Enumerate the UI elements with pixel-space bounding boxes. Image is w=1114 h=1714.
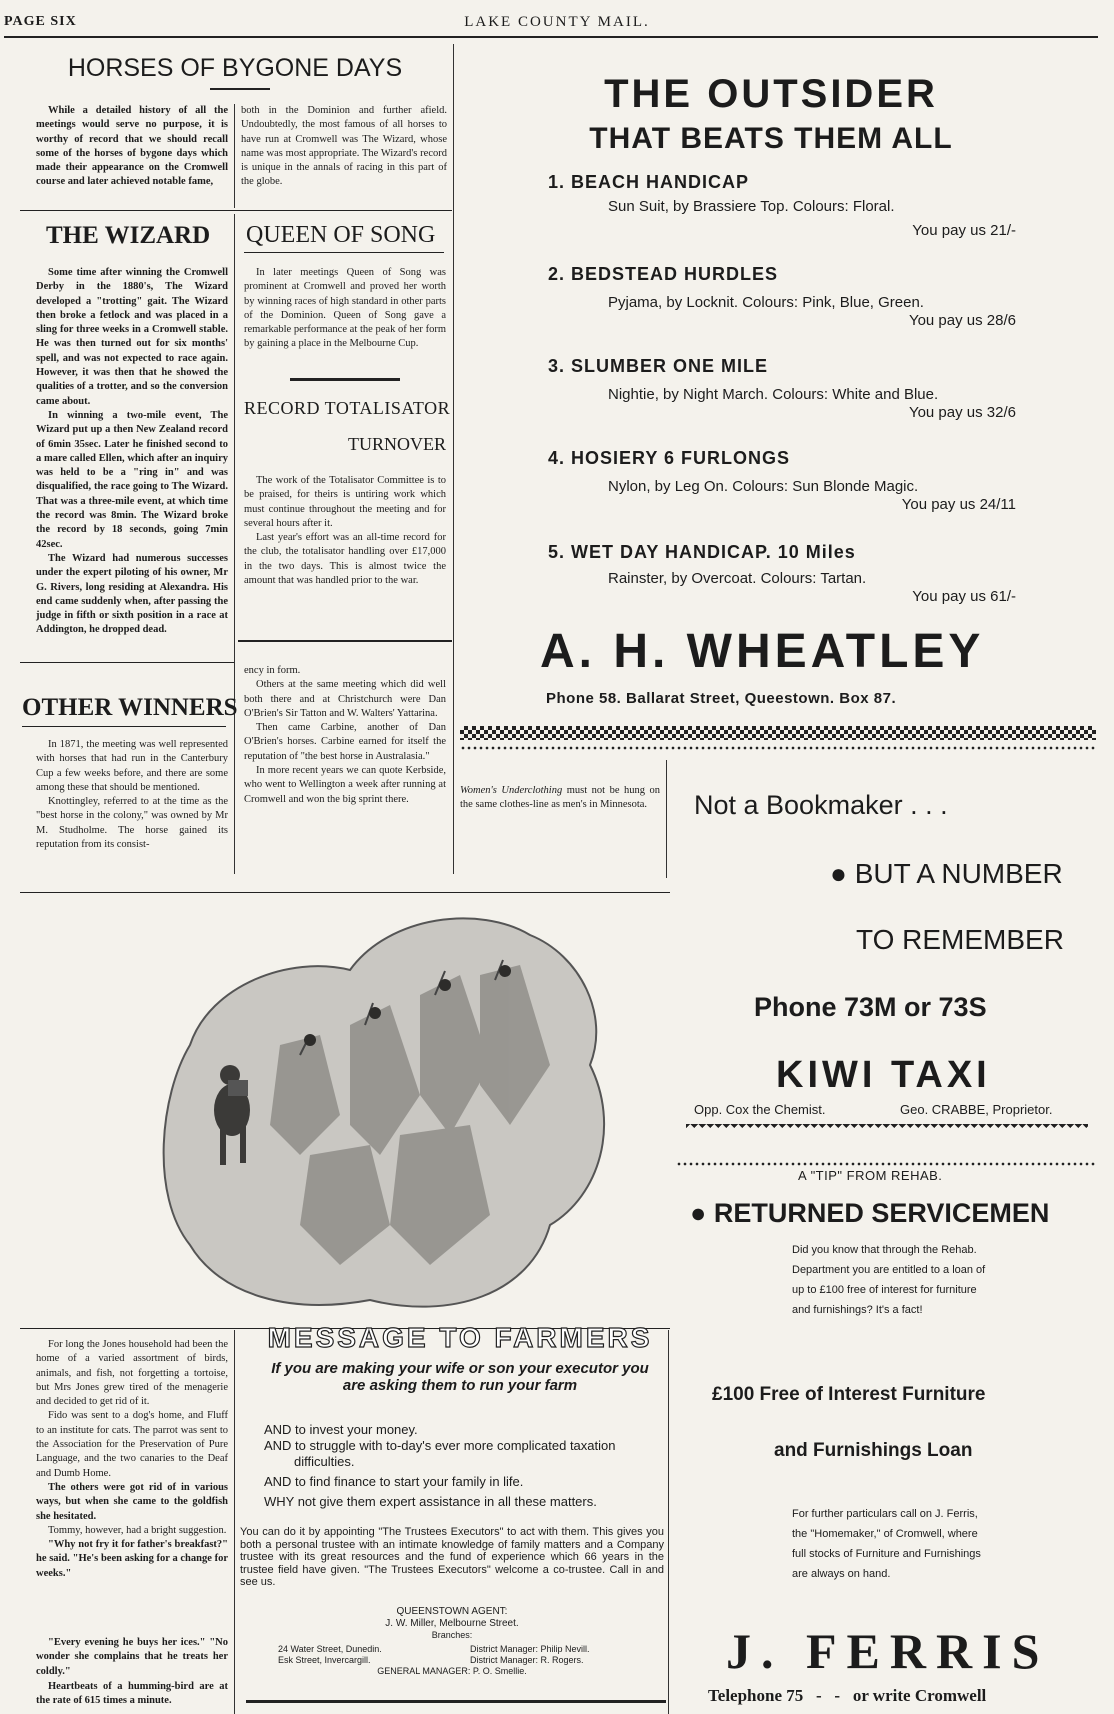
race-5-pay: You pay us 61/- [912,588,1016,605]
queen-body: In later meetings Queen of Song was prominent at Cromwell and proved her worth by winning races of high standard in other parts of the Dominion. Queen of Song gave a remarkable performance at the peak of her form by gaining a place in the Melbourne Cup. [244,267,446,350]
horses-col1: While a detailed history of all the meetings would serve no purpose, it is worthy of record that we should recall some of the horses of bygone days which made their appearance on the Cromwell course and later achieved notable fame, [36,105,228,188]
ferris-footer: Telephone 75 - - or write Cromwell [708,1686,987,1705]
taxi-footer-left: Opp. Cox the Chemist. [694,1102,826,1117]
queen-title-rule [244,252,444,253]
farmers-branch-1: 24 Water Street, Dunedin. [278,1644,382,1654]
ferris-line-2: and Furnishings Loan [774,1440,973,1461]
farmers-bottom-rule [246,1700,666,1703]
masthead-rule [4,36,1098,38]
farmers-agent-label: QUEENSTOWN AGENT: [396,1606,508,1617]
farmers-gm: GENERAL MANAGER: P. O. Smellie. [377,1666,527,1676]
jones-fact: Heartbeats of a humming-bird are at the rate of 615 times a minute. [36,1681,228,1707]
outsider-title: THE OUTSIDER [604,72,938,116]
taxi-border-zigzag [686,1124,1088,1132]
taxi-line-3: TO REMEMBER [856,924,1064,955]
race-2-title: 2. BEDSTEAD HURDLES [548,264,779,284]
others-body: In 1871, the meeting was well represented with horses that had run in the Canterbury Cup a few weeks before, and there are some among these that should be mentioned. Knottingley, referred to at the time as the "best horse in the colony," was owned by Mr M. Studholme. The horse gained its reputation from its consist- [36,739,228,851]
ferris-para-2: For further particulars call on J. Ferris, the "Homemaker," of Cromwell, where full stocks of Furniture and Furnishings are always on hand. [792,1508,981,1580]
wheatley-contact: Phone 58. Ballarat Street, Queestown. Box 87. [546,690,897,707]
farmers-body: You can do it by appointing "The Trustees Executors" to act with them. This gives you both a personal trustee with an intimate knowledge of family matters and a Company trustee with its great resources and the fund of experience which 66 years in the trustee field have given. "The Trustees Executors" welcome a co-trustee. Call in and see us. [240,1526,664,1588]
totalisator-title-1: RECORD TOTALISATOR [244,398,451,418]
taxi-phone: Phone 73M or 73S [754,992,987,1022]
totalisator-bottom-rule [238,640,452,642]
race-5-desc: Rainster, by Overcoat. Colours: Tartan. [608,570,867,587]
jones-body: For long the Jones household had been the home of a varied assortment of birds, animals, and fish, not forgetting a tortoise, but Mrs Jones grew tired of the menagerie and decided to get rid of it. Fido was sent to a dog's home, and Fluff to an institute for cats. The parrot was sent to the Association for the Preservation of Pure Language, and the two canaries to the Deaf and Dumb Home. The others were got rid of in various ways, but when she came to the goldfish she hesitated. Tommy, however, had a bright suggestion. "Why not fry it for father's breakfast?" he said. "He's been asking for a change for weeks." [36,1339,228,1579]
ferris-line-1: £100 Free of Interest Furniture [712,1384,986,1405]
race-5-title: 5. WET DAY HANDICAP. 10 Miles [548,542,856,562]
bullet-icon: ● [690,1198,707,1228]
outsider-subtitle: THAT BEATS THEM ALL [589,122,953,155]
race-4-desc: Nylon, by Leg On. Colours: Sun Blonde Magic. [608,478,919,495]
outsider-border-checker [460,726,1096,740]
farmers-branches: Branches: [431,1630,473,1640]
race-1-pay: You pay us 21/- [912,222,1016,239]
bullet-icon: ● [830,858,847,889]
underclothing-note: Women's Underclothing must not be hung on the same clothes-line as men's in Minnesota. [460,785,661,811]
farmers-dm-2: District Manager: R. Rogers. [470,1655,584,1665]
totalisator-body: The work of the Totalisator Committee is to be praised, for theirs is untiring work which must continue throughout the meeting and for several hours after it. Last year's effort was an all-time record for the club, the totalisator handling over £17,000 in the two days. This is almost twice the amount that was handled prior to the war. [244,475,446,587]
paper-name: LAKE COUNTY MAIL. [464,14,650,30]
farmers-subtitle: If you are making your wife or son your executor you are asking them to run your farm [271,1360,649,1394]
taxi-border-dots [676,1162,1096,1166]
wheatley-name: A. H. WHEATLEY [540,625,985,678]
left-section-right-border [453,44,454,874]
taxi-line-2: ● BUT A NUMBER [830,858,1063,889]
race-2-pay: You pay us 28/6 [908,312,1016,329]
ferris-headline: ● RETURNED SERVICEMEN [690,1198,1050,1228]
queen-title: QUEEN OF SONG [246,222,436,248]
ferris-name: J. FERRIS [726,1623,1050,1679]
ferris-tip: A "TIP" FROM REHAB. [798,1168,943,1183]
wizard-col-divider [234,214,235,874]
outsider-border-dots [460,746,1096,750]
jones-joke: "Every evening he buys her ices." "No wonder she complains that he treats her coldly." [36,1637,228,1677]
horses-col2: both in the Dominion and further afield. Undoubtedly, the most famous of all horses to have run at Cromwell was The Wizard, whose name was most appropriate. The Wizard's record is unique in the annals of racing in this part of the globe. [241,105,447,188]
taxi-name: KIWI TAXI [776,1054,991,1096]
racehorse-illustration [150,895,620,1325]
horses-title: HORSES OF BYGONE DAYS [67,54,403,82]
horses-title-rule [210,88,270,90]
horses-bottom-rule [20,210,452,211]
taxi-footer-right: Geo. CRABBE, Proprietor. [900,1102,1053,1117]
race-3-pay: You pay us 32/6 [908,404,1016,421]
farmers-title: MESSAGE TO FARMERS [267,1322,653,1353]
farmers-left-border [234,1330,235,1714]
others-continued: ency in form. Others at the same meeting which did well both there and at Christchurch were Dan O'Brien's Sir Tatton and W. Walters' Yattarina. Then came Carbine, another of Dan O'Brien's horses. Carbine earned for itself the reputation of "the best horse in Australasia." In more recent years we can quote Kerbside, who went to Wellington a week after running at Cromwell and won the big sprint there. [244,665,446,805]
race-3-desc: Nightie, by Night March. Colours: White and Blue. [608,386,939,403]
farmers-agent: J. W. Miller, Melbourne Street. [385,1618,519,1629]
race-1-title: 1. BEACH HANDICAP [548,172,750,192]
taxi-line-1: Not a Bookmaker . . . [694,790,948,820]
wizard-bottom-rule [20,662,234,663]
race-4-pay: You pay us 24/11 [901,496,1016,513]
totalisator-title-2: TURNOVER [348,434,446,454]
illustration-top-rule [20,892,670,893]
farmers-dm-1: District Manager: Philip Nevill. [470,1644,590,1654]
horses-col-divider [234,104,235,208]
ferris-para-1: Did you know that through the Rehab. Department you are entitled to a loan of up to £100 free of interest for furniture and furnishings? It's a fact! [792,1244,986,1316]
race-3-title: 3. SLUMBER ONE MILE [548,356,769,376]
queen-bottom-rule [290,378,400,381]
others-title-rule [22,726,226,727]
race-1-desc: Sun Suit, by Brassiere Top. Colours: Floral. [608,198,895,215]
page-label: PAGE SIX [4,14,77,29]
wizard-body: Some time after winning the Cromwell Derby in the 1880's, The Wizard developed a "trotting" gait. The Wizard then broke a fetlock and was placed in a sling for three weeks in a Cromwell stable. He was then turned out for six months' spell, and was not expected to race again. However, it was then that he showed the qualities of a trotter, and so the conversion came about. In winning a two-mile event, The Wizard put up a then New Zealand record of 6min 35sec. Later he finished second to a mare called Ellen, which after an inquiry was held to be a "ring in" and was disqualified, the race going to The Wizard. That was a three-mile event, at which time the record was 8min. The Wizard broke the record by 18 seconds, going 7min 42sec. The Wizard had numerous successes under the expert piloting of his owner, Mr G. Rivers, long residing at Alexandra. His end came suddenly when, after passing the judge in fifth or sixth position in a race at Addington, he dropped dead. [36,267,228,636]
race-2-desc: Pyjama, by Locknit. Colours: Pink, Blue, Green. [608,294,924,311]
others-title: OTHER WINNERS [22,694,238,721]
race-4-title: 4. HOSIERY 6 FURLONGS [548,448,791,468]
underclothing-right-border [666,760,667,878]
farmers-branch-2: Esk Street, Invercargill. [278,1655,371,1665]
farmers-right-border [668,1330,669,1714]
wizard-title: THE WIZARD [46,222,211,249]
farmers-points: AND to invest your money. AND to struggle with to-day's ever more complicated taxation difficulties. AND to find finance to start your family in life. WHY not give them expert assistance in all these matters. [264,1422,616,1509]
